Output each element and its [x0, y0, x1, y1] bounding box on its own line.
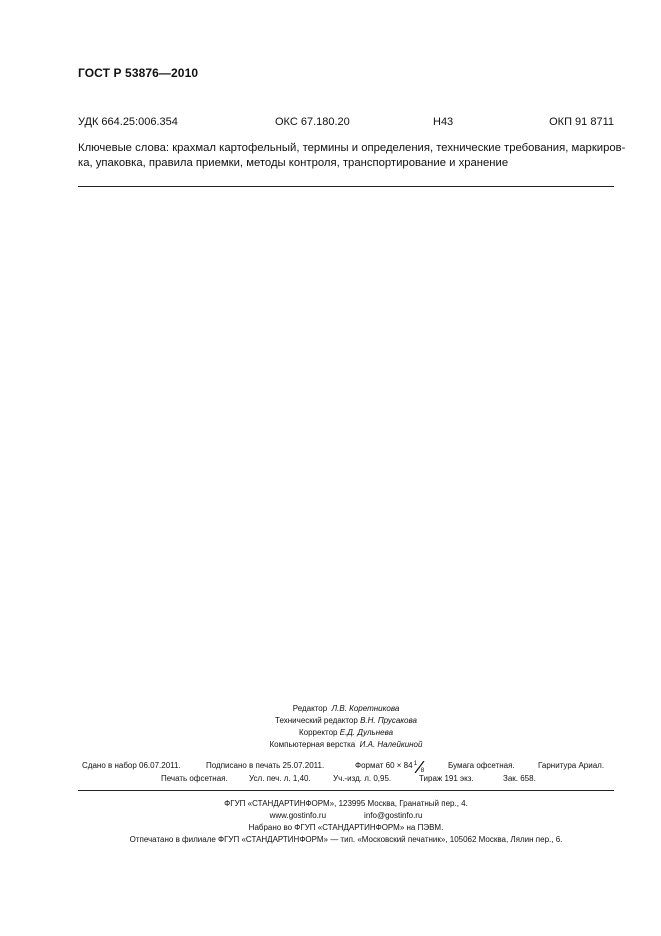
corrector-name: Е.Д. Дульнева — [339, 728, 394, 737]
set-date: Сдано в набор 06.07.2011. — [82, 761, 181, 770]
format-label: Формат 60 × 84 — [355, 761, 413, 770]
circulation: Тираж 191 экз. — [419, 774, 474, 783]
credits-block — [78, 703, 614, 751]
keywords-paragraph — [78, 141, 626, 171]
paper-type: Бумага офсетная. — [448, 761, 515, 770]
publisher-address: ФГУП «СТАНДАРТИНФОРМ», 123995 Москва, Гранатный пер., 4. — [224, 799, 468, 808]
print-info-row-2 — [78, 774, 614, 786]
typeset-note: Набрано во ФГУП «СТАНДАРТИНФОРМ» на ПЭВМ. — [248, 823, 444, 832]
okp-code: ОКП 91 8711 — [549, 116, 614, 128]
print-sheets: Усл. печ. л. 1,40. — [249, 774, 311, 783]
format-fraction-numerator: 1 — [413, 760, 418, 767]
format-fraction — [413, 761, 427, 773]
publisher-contacts — [78, 810, 614, 822]
tech-editor-row — [78, 715, 614, 727]
editor-row — [78, 703, 614, 715]
udk-code: УДК 664.25:006.354 — [78, 116, 178, 128]
keywords-line-1: Ключевые слова: крахмал картофельный, термины и определения, технические требования, маркиров- — [78, 142, 626, 154]
publisher-website: www.gostinfo.ru — [269, 811, 327, 820]
keywords-line-2: ка, упаковка, правила приемки, методы контроля, транспортирование и хранение — [78, 157, 509, 169]
keywords-divider — [78, 186, 614, 187]
document-standard-id: ГОСТ Р 53876—2010 — [78, 66, 199, 80]
order-number: Зак. 658. — [503, 774, 536, 783]
corrector-row — [78, 727, 614, 739]
layout-name: И.А. Налейкиной — [359, 740, 423, 749]
editor-name: Л.В. Коретникова — [331, 704, 400, 713]
tech-editor-label: Технический редактор — [275, 716, 358, 725]
publication-sheets: Уч.-изд. л. 0,95. — [333, 774, 392, 783]
format-info — [355, 760, 425, 774]
classification-row — [78, 116, 614, 132]
corrector-label: Корректор — [298, 728, 338, 737]
print-info-divider — [78, 790, 614, 791]
layout-row — [78, 739, 614, 751]
publisher-email: info@gostinfo.ru — [364, 811, 423, 820]
tech-editor-name: В.Н. Прусакова — [360, 716, 417, 725]
print-type: Печать офсетная. — [161, 774, 228, 783]
editor-label: Редактор — [292, 704, 328, 713]
signed-date: Подписано в печать 25.07.2011. — [206, 761, 325, 770]
format-fraction-denominator: 8 — [420, 767, 425, 774]
fraction-slash-icon — [413, 761, 427, 773]
oks-code: ОКС 67.180.20 — [275, 116, 350, 128]
publisher-block — [78, 798, 614, 846]
print-info-row-1 — [78, 761, 614, 773]
printing-house-note: Отпечатано в филиале ФГУП «СТАНДАРТИНФОРМ» — тип. «Московский печатник», 105062 Москва, Лялин пер., 6. — [129, 835, 563, 844]
layout-label: Компьютерная верстка — [269, 740, 356, 749]
group-code: Н43 — [433, 116, 454, 128]
typeface: Гарнитура Ариал. — [538, 761, 605, 770]
